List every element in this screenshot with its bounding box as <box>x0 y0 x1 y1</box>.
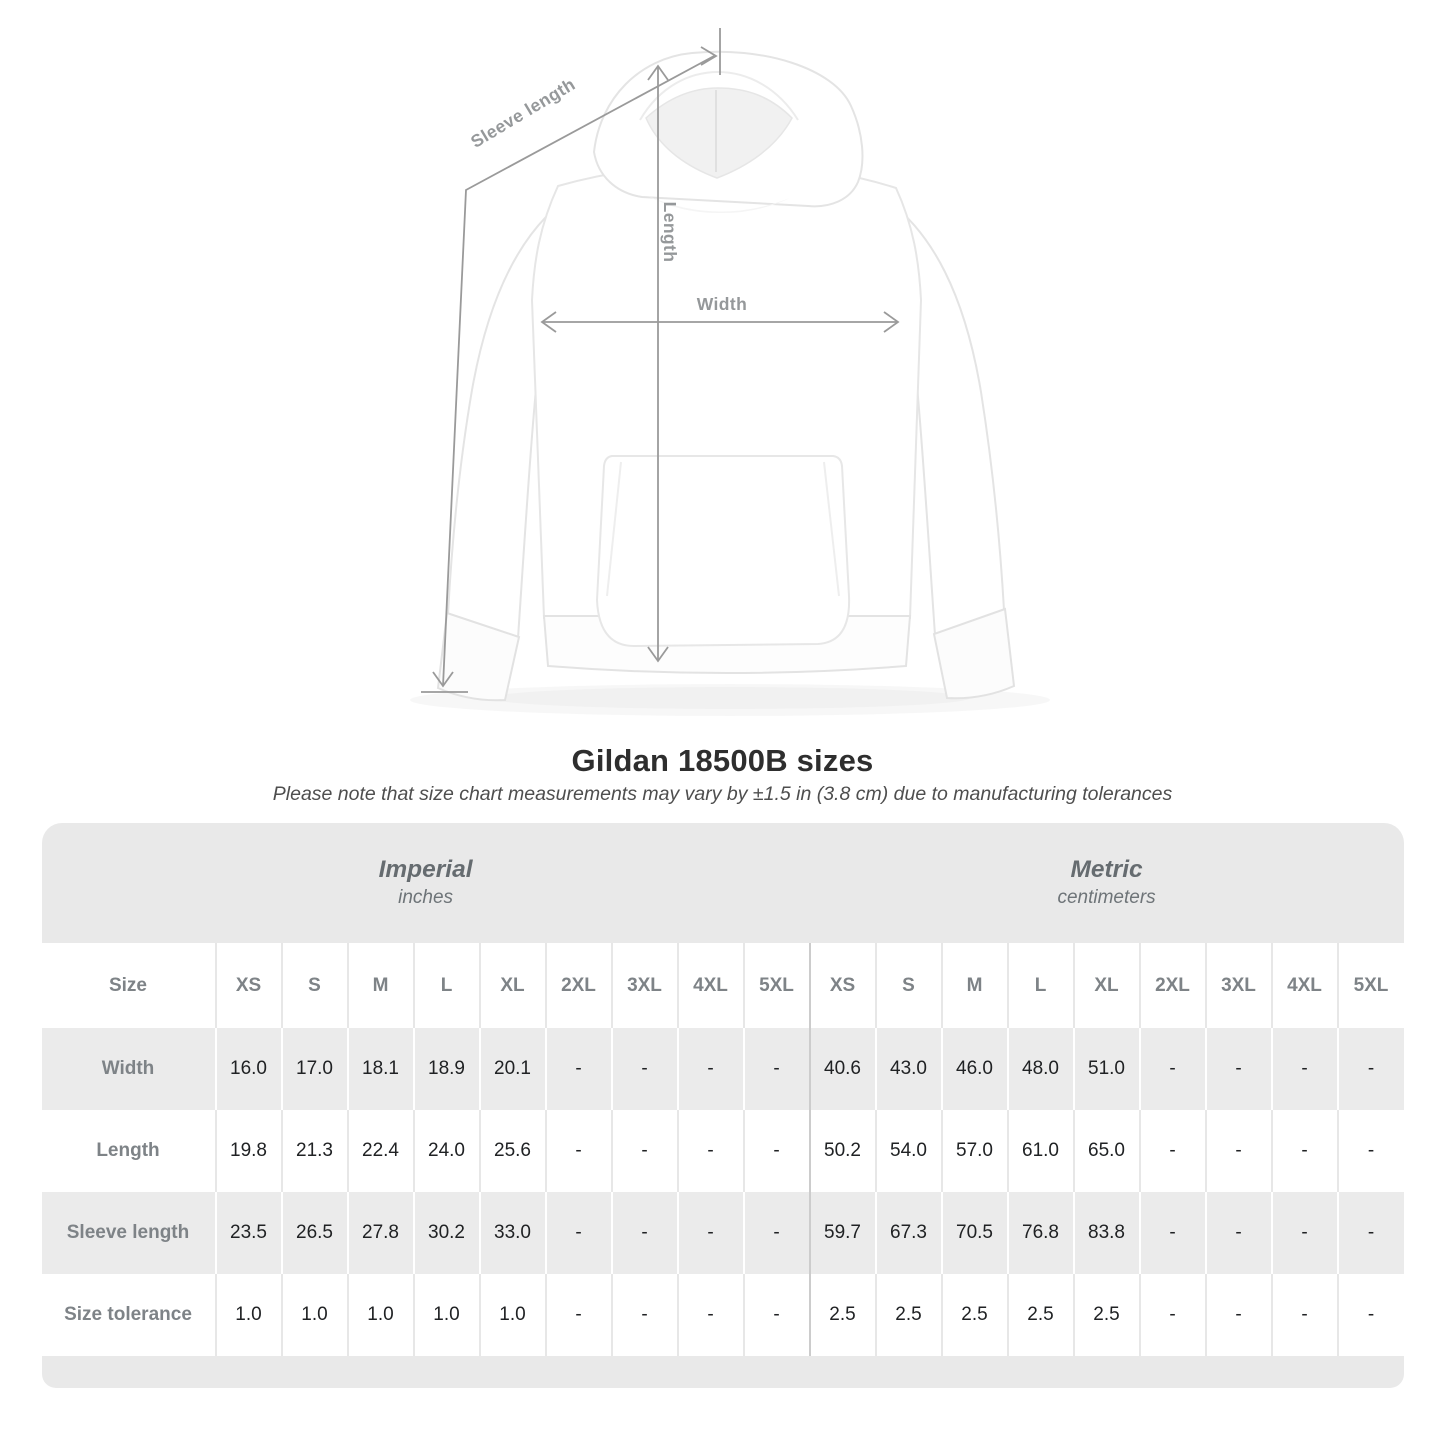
value-cell: - <box>1338 1192 1404 1274</box>
value-cell: - <box>1206 1028 1272 1110</box>
value-cell: - <box>1272 1110 1338 1192</box>
size-col-header: 4XL <box>1272 943 1338 1028</box>
imperial-unit: inches <box>398 887 454 908</box>
value-cell: - <box>612 1028 678 1110</box>
value-cell: 1.0 <box>480 1274 546 1356</box>
value-cell: 2.5 <box>876 1274 942 1356</box>
value-cell: - <box>744 1274 810 1356</box>
size-tolerance-note: Please note that size chart measurements may vary by ±1.5 in (3.8 cm) due to manufacturing tolerances <box>272 783 1173 805</box>
value-cell: 2.5 <box>1008 1274 1074 1356</box>
metric-group-header <box>810 823 1404 943</box>
value-cell: - <box>744 1192 810 1274</box>
value-cell: 30.2 <box>414 1192 480 1274</box>
value-cell: - <box>546 1028 612 1110</box>
value-cell: - <box>1206 1192 1272 1274</box>
size-header-row <box>42 943 1404 1028</box>
value-cell: 20.1 <box>480 1028 546 1110</box>
value-cell: - <box>612 1192 678 1274</box>
value-cell: - <box>678 1110 744 1192</box>
value-cell: - <box>678 1274 744 1356</box>
value-cell: - <box>1338 1274 1404 1356</box>
value-cell: 70.5 <box>942 1192 1008 1274</box>
length-label: Length <box>660 201 680 263</box>
value-cell: - <box>1338 1028 1404 1110</box>
size-table <box>42 943 1404 1356</box>
row-label: Length <box>42 1110 216 1192</box>
sleeve-length-label: Sleeve length <box>467 73 579 152</box>
value-cell: 61.0 <box>1008 1110 1074 1192</box>
size-col-header: 2XL <box>546 943 612 1028</box>
value-cell: - <box>546 1274 612 1356</box>
value-cell: 27.8 <box>348 1192 414 1274</box>
value-cell: - <box>1140 1274 1206 1356</box>
value-cell: - <box>612 1110 678 1192</box>
value-cell: - <box>678 1028 744 1110</box>
value-cell: 83.8 <box>1074 1192 1140 1274</box>
kangaroo-pocket <box>597 456 849 646</box>
value-cell: - <box>546 1192 612 1274</box>
measurement-row <box>42 1274 1404 1356</box>
value-cell: 2.5 <box>1074 1274 1140 1356</box>
value-cell: 1.0 <box>216 1274 282 1356</box>
size-col-header: M <box>942 943 1008 1028</box>
value-cell: 54.0 <box>876 1110 942 1192</box>
value-cell: 40.6 <box>810 1028 876 1110</box>
value-cell: - <box>1140 1028 1206 1110</box>
value-cell: 19.8 <box>216 1110 282 1192</box>
value-cell: 21.3 <box>282 1110 348 1192</box>
value-cell: 51.0 <box>1074 1028 1140 1110</box>
value-cell: 43.0 <box>876 1028 942 1110</box>
value-cell: 26.5 <box>282 1192 348 1274</box>
size-col-header: S <box>876 943 942 1028</box>
value-cell: - <box>1206 1110 1272 1192</box>
size-col-header: 2XL <box>1140 943 1206 1028</box>
size-col-header: M <box>348 943 414 1028</box>
row-label: Width <box>42 1028 216 1110</box>
size-col-header: S <box>282 943 348 1028</box>
value-cell: 25.6 <box>480 1110 546 1192</box>
size-col-header: 3XL <box>612 943 678 1028</box>
width-label: Width <box>696 294 748 314</box>
value-cell: - <box>612 1274 678 1356</box>
value-cell: 50.2 <box>810 1110 876 1192</box>
value-cell: - <box>744 1028 810 1110</box>
size-col-header: 5XL <box>744 943 810 1028</box>
row-label: Size tolerance <box>42 1274 216 1356</box>
size-col-header: L <box>1008 943 1074 1028</box>
value-cell: 46.0 <box>942 1028 1008 1110</box>
value-cell: - <box>1140 1110 1206 1192</box>
value-cell: 18.9 <box>414 1028 480 1110</box>
value-cell: 22.4 <box>348 1110 414 1192</box>
size-col-header: 4XL <box>678 943 744 1028</box>
size-table-body <box>42 1028 1404 1356</box>
value-cell: 23.5 <box>216 1192 282 1274</box>
size-col-header: XS <box>216 943 282 1028</box>
value-cell: 2.5 <box>942 1274 1008 1356</box>
value-cell: 17.0 <box>282 1028 348 1110</box>
metric-label: Metric <box>1070 856 1143 883</box>
measurement-row <box>42 1192 1404 1274</box>
soft-shadow <box>490 687 970 709</box>
value-cell: 18.1 <box>348 1028 414 1110</box>
page-title: Gildan 18500B sizes <box>571 743 874 778</box>
value-cell: 1.0 <box>348 1274 414 1356</box>
size-col-header: XL <box>480 943 546 1028</box>
value-cell: - <box>1140 1192 1206 1274</box>
metric-unit: centimeters <box>1057 887 1156 908</box>
value-cell: 65.0 <box>1074 1110 1140 1192</box>
size-col-header: 5XL <box>1338 943 1404 1028</box>
value-cell: - <box>1272 1028 1338 1110</box>
value-cell: - <box>1206 1274 1272 1356</box>
unit-header-band <box>42 823 1404 943</box>
value-cell: 1.0 <box>282 1274 348 1356</box>
value-cell: 33.0 <box>480 1192 546 1274</box>
value-cell: 24.0 <box>414 1110 480 1192</box>
value-cell: - <box>678 1192 744 1274</box>
value-cell: 76.8 <box>1008 1192 1074 1274</box>
size-col-header: 3XL <box>1206 943 1272 1028</box>
size-col-header: L <box>414 943 480 1028</box>
value-cell: 59.7 <box>810 1192 876 1274</box>
size-column-header: Size <box>42 943 216 1028</box>
value-cell: - <box>1272 1192 1338 1274</box>
imperial-label: Imperial <box>378 856 473 883</box>
value-cell: 2.5 <box>810 1274 876 1356</box>
value-cell: - <box>546 1110 612 1192</box>
value-cell: 1.0 <box>414 1274 480 1356</box>
value-cell: - <box>1338 1110 1404 1192</box>
row-label: Sleeve length <box>42 1192 216 1274</box>
imperial-group-header <box>42 823 810 943</box>
measurement-row <box>42 1028 1404 1110</box>
value-cell: 48.0 <box>1008 1028 1074 1110</box>
value-cell: 67.3 <box>876 1192 942 1274</box>
value-cell: - <box>1272 1274 1338 1356</box>
size-col-header: XS <box>810 943 876 1028</box>
size-table-card <box>42 823 1404 1388</box>
value-cell: - <box>744 1110 810 1192</box>
measurement-row <box>42 1110 1404 1192</box>
value-cell: 16.0 <box>216 1028 282 1110</box>
value-cell: 57.0 <box>942 1110 1008 1192</box>
size-col-header: XL <box>1074 943 1140 1028</box>
table-footer-band <box>42 1356 1404 1388</box>
